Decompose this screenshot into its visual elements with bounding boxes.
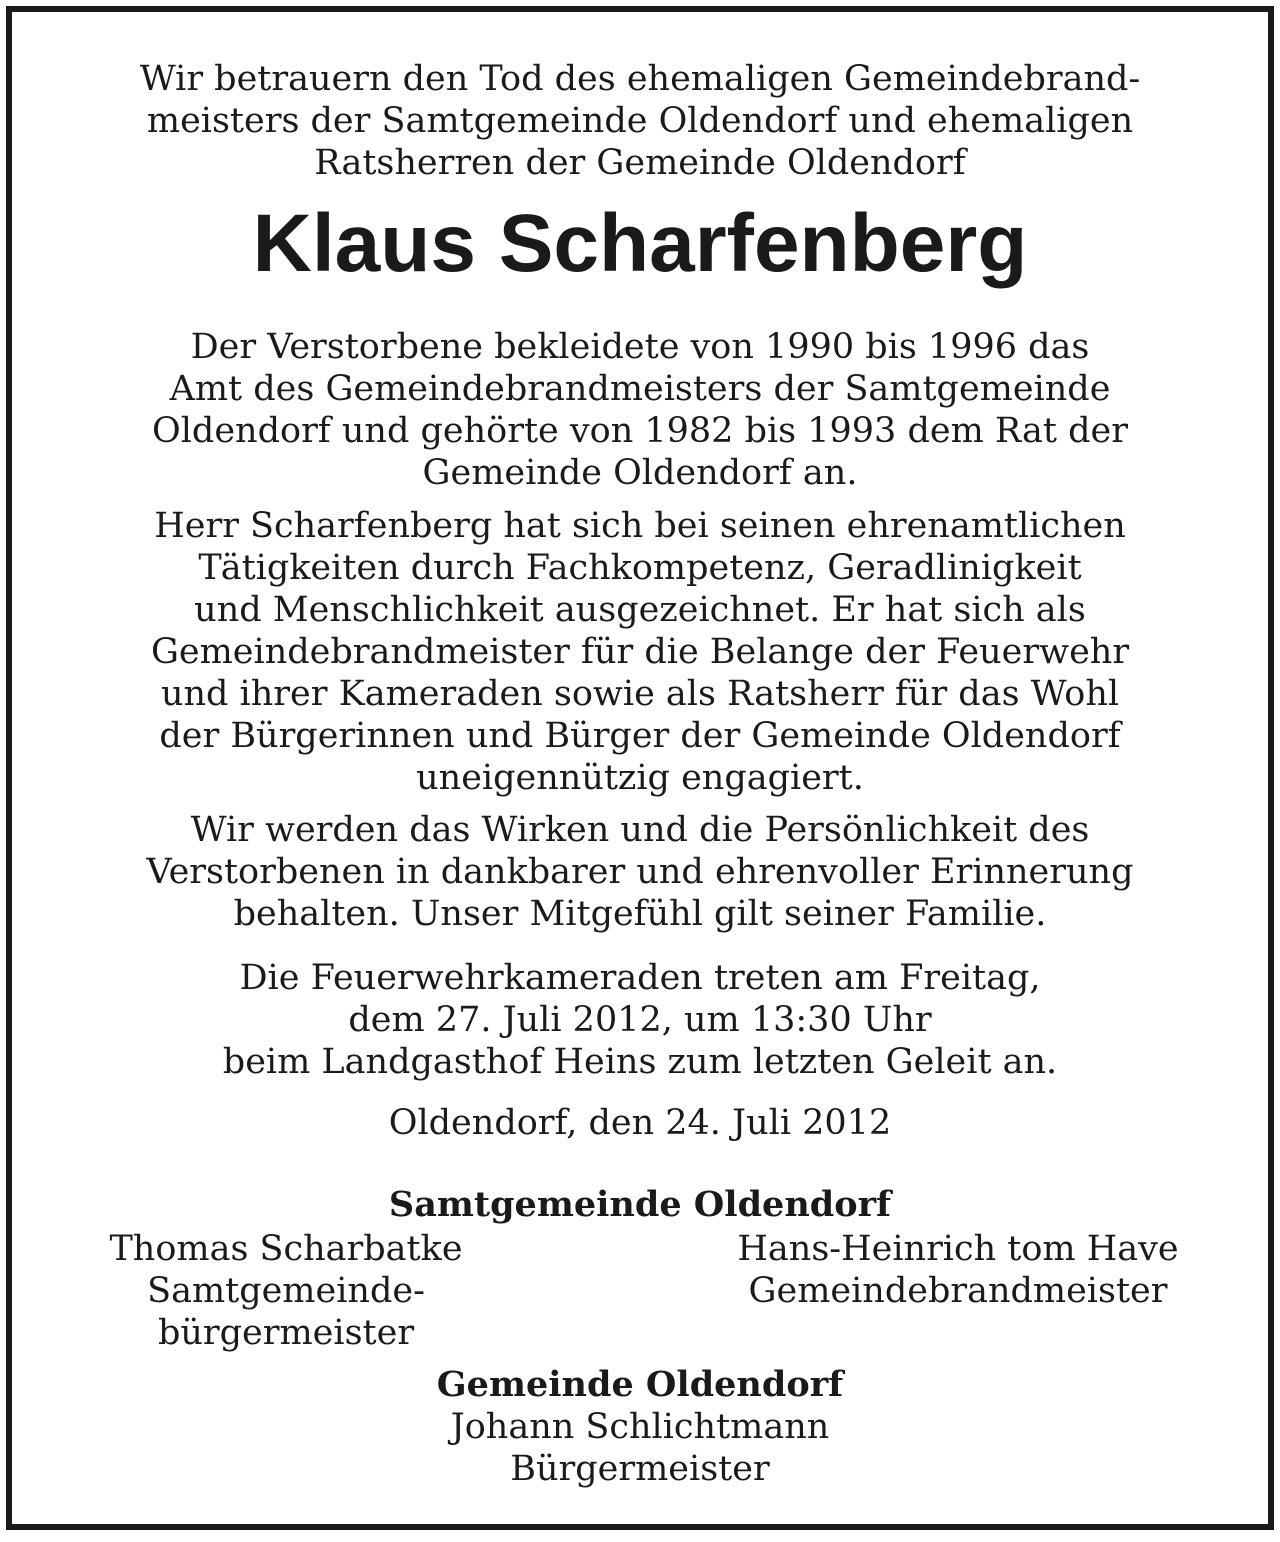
signatory-name: Thomas Scharbatke [109, 1229, 463, 1269]
paragraph-remembrance [12, 809, 1268, 935]
signatory-title: Gemeindebrandmeister [748, 1271, 1168, 1311]
paragraph-line: der Bürgerinnen und Bürger der Gemeinde Oldendorf [159, 716, 1121, 756]
paragraph-line: uneigennützig engagiert. [416, 758, 864, 798]
paragraph-line: Der Verstorbene bekleidete von 1990 bis 1996 das [190, 327, 1090, 367]
signatory-title: Bürgermeister [510, 1449, 770, 1489]
intro-line: Ratsherren der Gemeinde Oldendorf [314, 143, 966, 183]
paragraph-tribute [12, 505, 1268, 799]
org-name: Gemeinde Oldendorf [436, 1364, 844, 1405]
paragraph-line: Verstorbenen in dankbarer und ehrenvoller Erinnerung [146, 852, 1134, 892]
signatory-left [76, 1228, 496, 1354]
paragraph-line: und Menschlichkeit ausgezeichnet. Er hat sich als [194, 590, 1086, 630]
funeral-line: beim Landgasthof Heins zum letzten Geleit an. [222, 1042, 1058, 1082]
intro-line: Wir betrauern den Tod des ehemaligen Gemeindebrand- [139, 59, 1141, 99]
paragraph-line: behalten. Unser Mitgefühl gilt seiner Familie. [233, 894, 1047, 934]
paragraph-career [12, 326, 1268, 494]
funeral-info [12, 957, 1268, 1083]
paragraph-line: und ihrer Kameraden sowie als Ratsherr für das Wohl [160, 674, 1120, 714]
paragraph-line: Tätigkeiten durch Fachkompetenz, Geradlinigkeit [198, 548, 1082, 588]
funeral-line: dem 27. Juli 2012, um 13:30 Uhr [348, 1000, 932, 1040]
deceased-name: Klaus Scharfenberg [252, 198, 1028, 289]
paragraph-line: Gemeindebrandmeister für die Belange der Feuerwehr [150, 632, 1130, 672]
org-name: Samtgemeinde Oldendorf [388, 1184, 892, 1225]
signatory-right [688, 1228, 1228, 1312]
signatory-bottom [12, 1406, 1268, 1490]
paragraph-line: Gemeinde Oldendorf an. [422, 453, 858, 493]
signatory-title: bürgermeister [157, 1313, 415, 1353]
place-date [12, 1102, 1268, 1144]
signatory-name: Johann Schlichtmann [450, 1407, 830, 1447]
signatory-name: Hans-Heinrich tom Have [737, 1229, 1179, 1269]
paragraph-line: Oldendorf und gehörte von 1982 bis 1993 dem Rat der [152, 411, 1128, 451]
place-date-text: Oldendorf, den 24. Juli 2012 [388, 1103, 892, 1143]
signatory-org-gemeinde [12, 1364, 1268, 1406]
intro-text [12, 58, 1268, 184]
signatory-org-samtgemeinde [12, 1184, 1268, 1226]
paragraph-line: Amt des Gemeindebrandmeisters der Samtgemeinde [169, 369, 1111, 409]
paragraph-line: Herr Scharfenberg hat sich bei seinen ehrenamtlichen [154, 506, 1126, 546]
funeral-line: Die Feuerwehrkameraden treten am Freitag, [239, 958, 1041, 998]
intro-line: meisters der Samtgemeinde Oldendorf und ehemaligen [146, 101, 1134, 141]
notice-frame [6, 6, 1274, 1530]
paragraph-line: Wir werden das Wirken und die Persönlichkeit des [190, 810, 1090, 850]
signatory-title: Samtgemeinde- [147, 1271, 425, 1311]
